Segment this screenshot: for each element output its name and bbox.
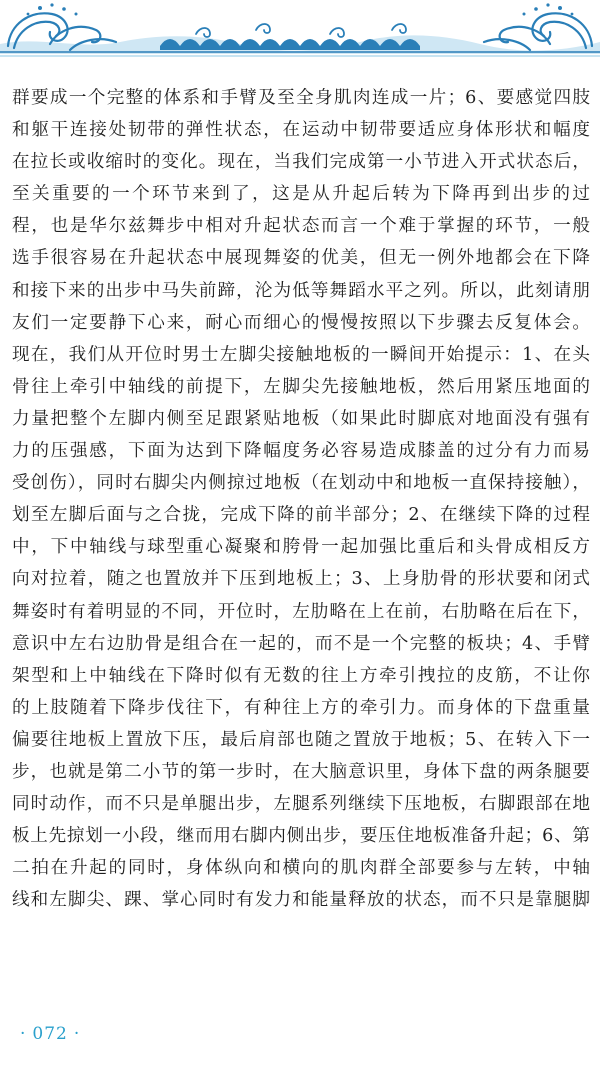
- text-line: 受创伤），同时右脚尖内侧掠过地板（在划动中和地板一直保持接触），: [12, 473, 590, 494]
- text-line: 意识中左右边肋骨是组合在一起的，而不是一个完整的板块；4、手臂: [12, 633, 590, 654]
- body-text: [12, 82, 590, 916]
- page-number-footer: [14, 1024, 86, 1044]
- text-line: 二拍在升起的同时，身体纵向和横向的肌肉群全部要参与左转，中轴: [12, 858, 590, 879]
- text-line: 架型和上中轴线在下降时似有无数的往上方牵引拽拉的皮筋，不让你: [12, 665, 590, 686]
- text-line: 现在，我们从开位时男士左脚尖接触地板的一瞬间开始提示：1、在头: [12, 344, 590, 365]
- text-line: 步，也就是第二小节的第一步时，在大脑意识里，身体下盘的两条腿要: [12, 761, 590, 782]
- footer-dot-left: ·: [20, 1024, 27, 1044]
- text-line: 力量把整个左脚内侧至足跟紧贴地板（如果此时脚底对地面没有强有: [12, 408, 590, 429]
- text-line: 和接下来的出步中马失前蹄，沦为低等舞蹈水平之列。所以，此刻请朋: [12, 280, 590, 301]
- text-line: 在拉长或收缩时的变化。现在，当我们完成第一小节进入开式状态后，: [12, 152, 590, 173]
- text-line: 至关重要的一个环节来到了，这是从升起后转为下降再到出步的过: [12, 184, 590, 205]
- text-line: 群要成一个完整的体系和手臂及至全身肌肉连成一片；6、要感觉四肢: [12, 88, 590, 108]
- text-line: 偏要往地板上置放下压，最后肩部也随之置放于地板；5、在转入下一: [12, 729, 590, 750]
- text-line: 友们一定要静下心来，耐心而细心的慢慢按照以下步骤去反复体会。: [12, 312, 590, 333]
- right-curl-wave-icon: [484, 13, 592, 50]
- wave-band-light: [0, 35, 600, 54]
- text-line: 的上肢随着下降步伐往下，有种往上方的牵引力。而身体的下盘重量: [12, 697, 590, 718]
- page-number: 072: [32, 1024, 68, 1044]
- text-line: 中，下中轴线与球型重心凝聚和胯骨一起加强比重后和头骨成相反方: [12, 537, 590, 558]
- text-line: 选手很容易在升起状态中展现舞姿的优美，但无一例外地都会在下降: [12, 248, 590, 269]
- wave-header-decoration: [0, 0, 600, 62]
- text-line: 力的压强感，下面为达到下降幅度务必容易造成膝盖的过分有力而易: [12, 441, 590, 462]
- text-line: 板上先掠划一小段，继而用右脚内侧出步，要压住地板准备升起；6、第: [12, 826, 590, 847]
- text-line: 程，也是华尔兹舞步中相对升起状态而言一个难于掌握的环节，一般: [12, 216, 590, 237]
- footer-dot-right: ·: [73, 1024, 81, 1044]
- text-line: 舞姿时有着明显的不同，开位时，左肋略在上在前，右肋略在后在下，: [12, 601, 590, 622]
- text-line: 划至左脚后面与之合拢，完成下降的前半部分；2、在继续下降的过程: [12, 505, 590, 526]
- text-line: 线和左脚尖、踝、掌心同时有发力和能量释放的状态，而不只是靠腿脚: [12, 890, 590, 911]
- small-wave-curls: [196, 24, 406, 37]
- text-line: 和躯干连接处韧带的弹性状态，在运动中韧带要适应身体形状和幅度: [12, 120, 590, 141]
- text-line: 向对拉着，随之也置放并下压到地板上；3、上身肋骨的形状要和闭式: [12, 569, 590, 590]
- text-line: 骨往上牵引中轴线的前提下，左脚尖先接触地板，然后用紧压地面的: [12, 376, 590, 397]
- text-line: 同时动作，而不只是单腿出步，左腿系列继续下压地板，右脚跟部在地: [12, 794, 590, 815]
